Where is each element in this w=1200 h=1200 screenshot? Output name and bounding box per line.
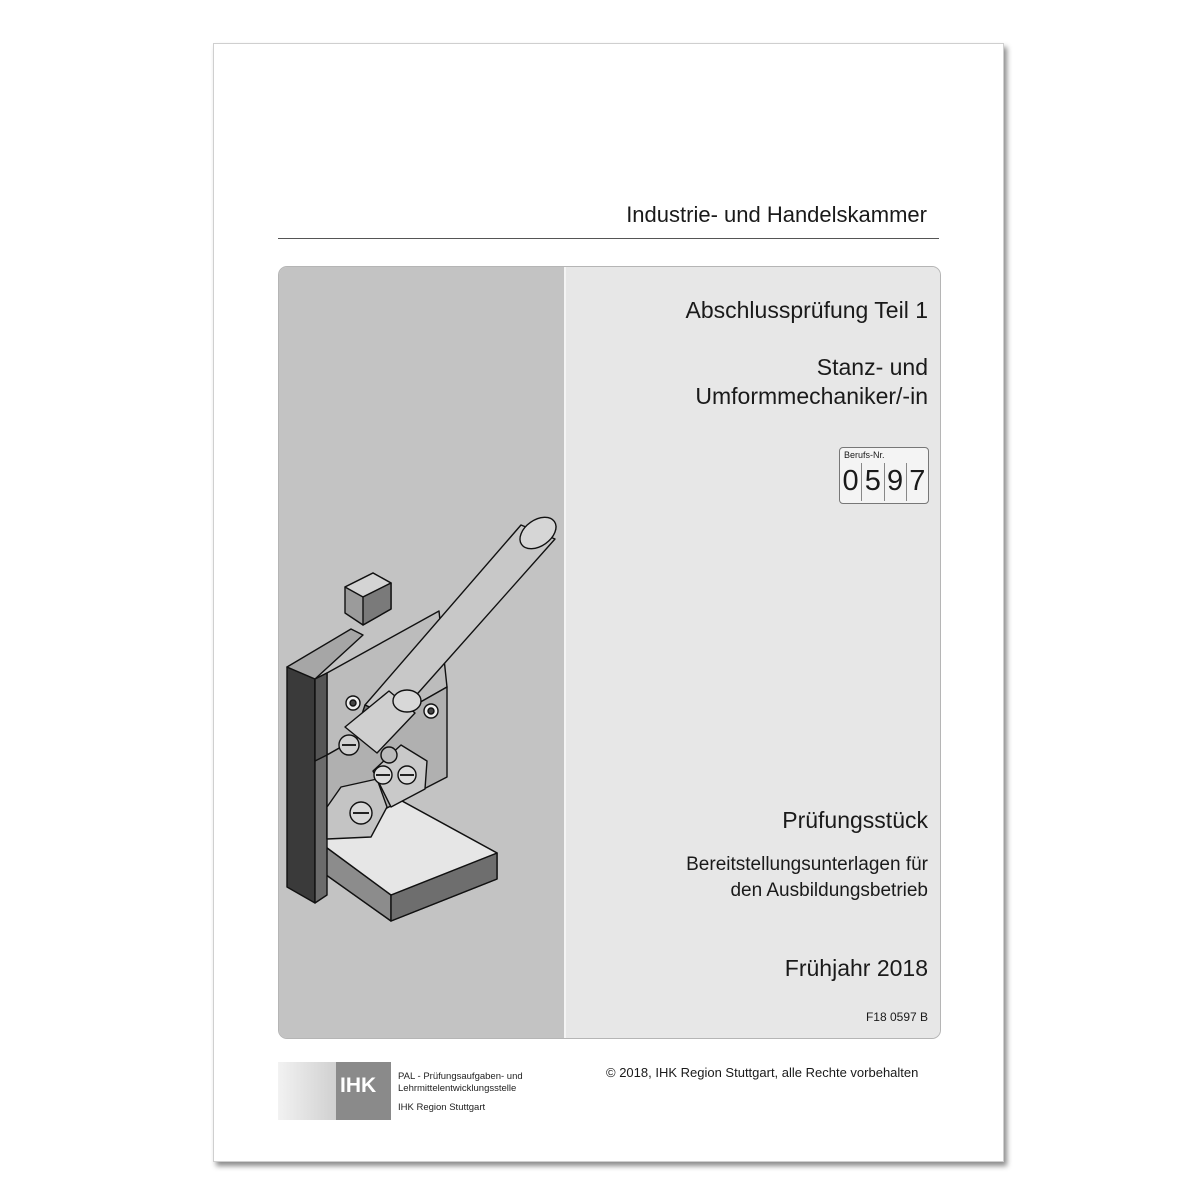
chamber-title: Industrie- und Handelskammer (626, 202, 927, 227)
org-line-2: Lehrmittelentwicklungsstelle (398, 1083, 517, 1094)
berufs-digit: 7 (909, 465, 926, 497)
org-line-3: IHK Region Stuttgart (398, 1102, 486, 1113)
subtitle-line-2: den Ausbildungsbetrieb (730, 880, 928, 901)
profession-line-1: Stanz- und (816, 354, 928, 380)
header-rule (278, 238, 939, 239)
section-title: Prüfungsstück (782, 807, 928, 833)
panel-text-area (566, 267, 940, 1038)
season-label: Frühjahr 2018 (784, 955, 928, 981)
org-line-1: PAL - Prüfungsaufgaben- und (398, 1071, 523, 1082)
logo-ihk-text: IHK (340, 1074, 377, 1097)
berufs-number-box (839, 447, 929, 504)
berufs-digit: 9 (885, 463, 907, 501)
copyright-notice: © 2018, IHK Region Stuttgart, alle Rechte vorbehalten (606, 1065, 919, 1080)
cover-panel (278, 266, 941, 1039)
subtitle (686, 852, 928, 904)
profession-line-2: Umformmechaniker/-in (695, 383, 928, 409)
document-page (213, 43, 1004, 1162)
document-code: F18 0597 B (865, 1010, 928, 1024)
berufs-digit: 5 (862, 463, 884, 501)
toggle-clamp-fixture-icon (279, 267, 564, 1038)
ihk-logo (278, 1062, 528, 1120)
berufs-digits (840, 463, 928, 501)
illustration-area (279, 267, 564, 1038)
berufs-digit: 0 (840, 463, 862, 501)
subtitle-line-1: Bereitstellungsunterlagen für (686, 854, 928, 875)
berufs-label: Berufs-Nr. (844, 450, 885, 460)
profession-title (695, 353, 928, 411)
exam-title: Abschlussprüfung Teil 1 (685, 297, 928, 323)
